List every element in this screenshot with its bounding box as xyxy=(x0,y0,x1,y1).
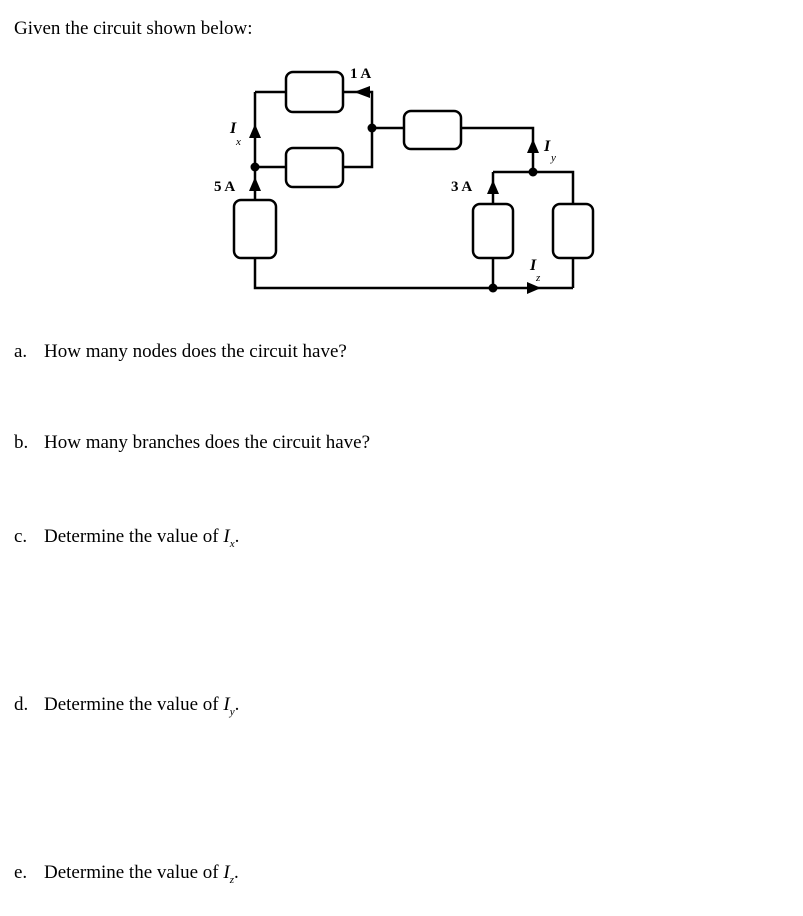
wire-mid-right xyxy=(343,128,372,167)
element-top xyxy=(286,72,343,112)
question-letter: d. xyxy=(14,694,29,715)
node-left xyxy=(251,163,260,172)
question-text: Determine the value of xyxy=(44,694,224,715)
label-iz-sub: z xyxy=(536,272,541,284)
label-ix-sub: x xyxy=(236,136,241,148)
wire-top-right xyxy=(343,92,372,128)
arrow-1a xyxy=(354,86,370,98)
question-variable: I xyxy=(223,526,230,547)
label-iy-sub: y xyxy=(551,152,556,164)
question-letter: e. xyxy=(14,862,28,883)
node-right-split xyxy=(529,168,538,177)
question-e xyxy=(14,862,239,886)
wire-right-split xyxy=(493,172,573,204)
question-variable-sub: z xyxy=(229,874,234,886)
question-letter: b. xyxy=(14,432,29,453)
question-letter: a. xyxy=(14,341,28,362)
wire-bottom-rail xyxy=(255,258,573,288)
label-ix-letter: I xyxy=(230,120,237,137)
element-3a-vertical xyxy=(473,204,513,258)
question-text: How many nodes does the circuit have? xyxy=(44,341,347,362)
question-end: . xyxy=(233,862,239,883)
element-middle xyxy=(286,148,343,187)
node-top-right xyxy=(368,124,377,133)
question-letter: c. xyxy=(14,526,28,547)
arrow-3a xyxy=(487,180,499,194)
element-center-right xyxy=(404,111,461,149)
label-5a: 5 A xyxy=(214,179,236,195)
question-variable-sub: x xyxy=(229,538,235,550)
label-iy-letter: I xyxy=(544,138,551,155)
label-3a: 3 A xyxy=(451,179,473,195)
label-iz-letter: I xyxy=(530,257,537,274)
question-c xyxy=(14,526,239,550)
question-d xyxy=(14,694,239,718)
element-left-vertical xyxy=(234,200,276,258)
question-end: . xyxy=(234,694,240,715)
label-1a: 1 A xyxy=(350,66,372,82)
question-text: How many branches does the circuit have? xyxy=(44,432,371,453)
arrow-5a xyxy=(249,177,261,191)
question-variable: I xyxy=(223,862,230,883)
question-a xyxy=(14,341,347,363)
element-far-right-vertical xyxy=(553,204,593,258)
arrow-ix xyxy=(249,124,261,138)
question-variable: I xyxy=(223,694,230,715)
question-end: . xyxy=(234,526,240,547)
intro-text: Given the circuit shown below: xyxy=(14,18,253,39)
circuit-diagram xyxy=(0,0,803,320)
question-variable-sub: y xyxy=(229,706,235,718)
question-text: Determine the value of xyxy=(44,862,224,883)
arrow-iy xyxy=(527,139,539,153)
node-bottom xyxy=(489,284,498,293)
wire-element-to-right xyxy=(461,128,533,170)
question-b xyxy=(14,432,370,454)
question-text: Determine the value of xyxy=(44,526,224,547)
